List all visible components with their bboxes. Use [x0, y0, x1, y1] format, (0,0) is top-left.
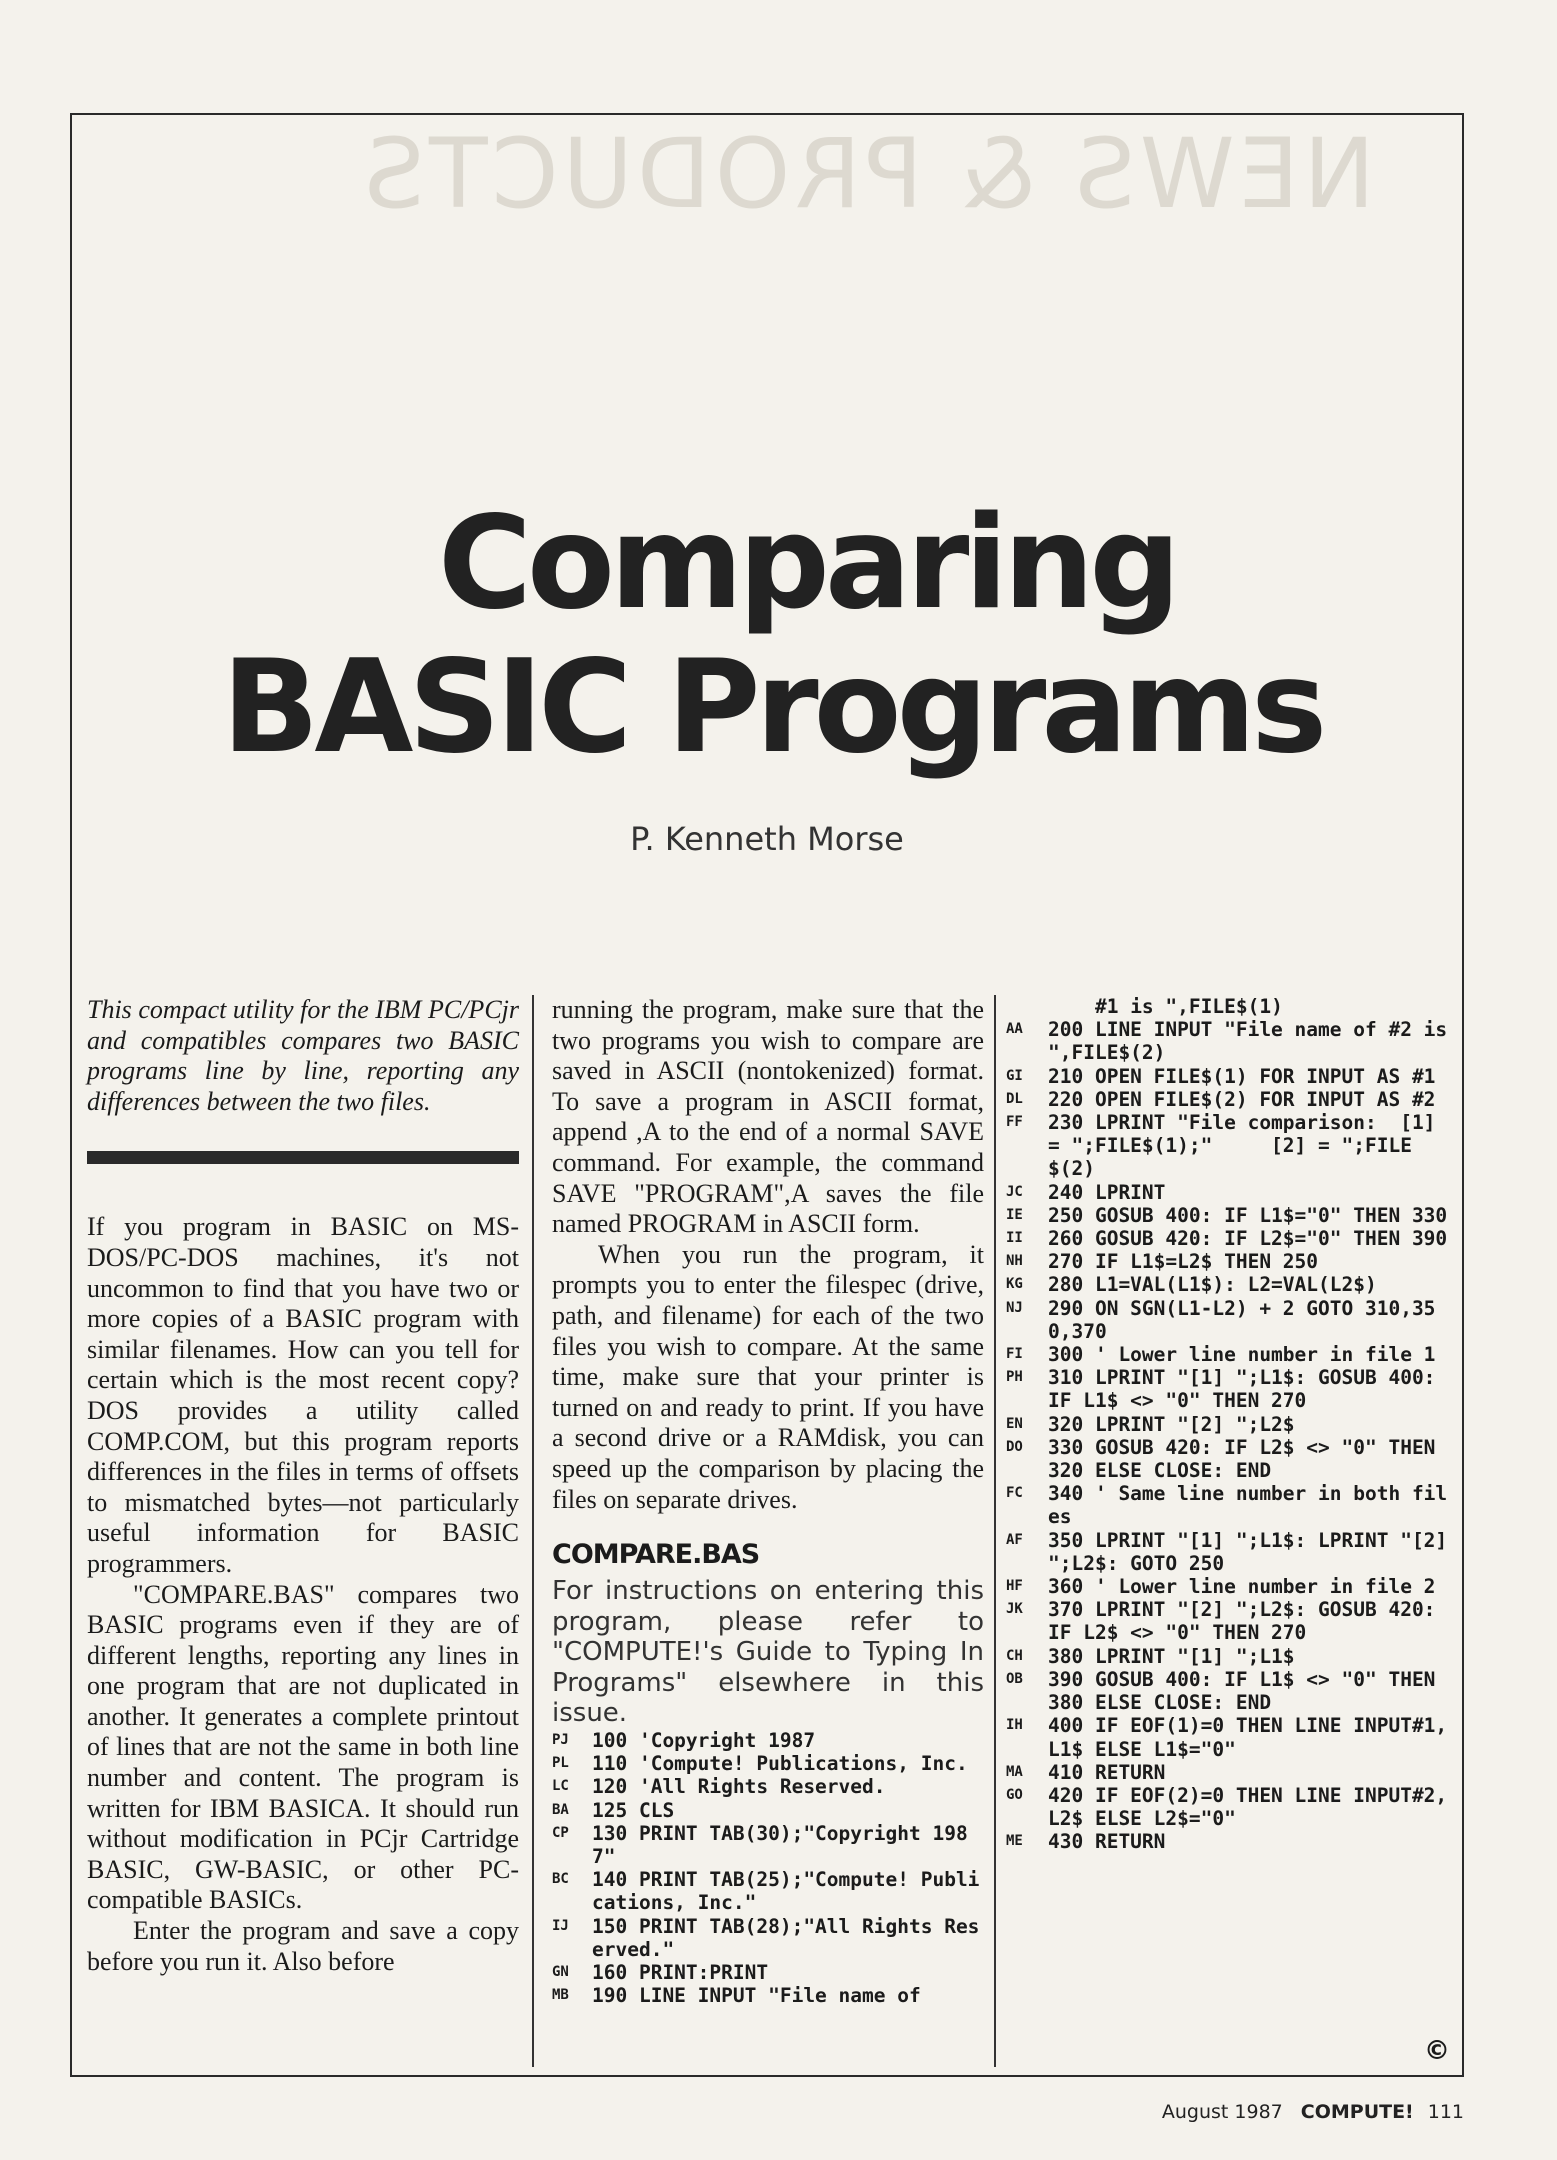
code-text: 280 L1=VAL(L1$): L2=VAL(L2$) [1048, 1273, 1377, 1297]
code-line [1006, 1366, 1450, 1412]
code-text: 210 OPEN FILE$(1) FOR INPUT AS #1 [1048, 1064, 1436, 1088]
code-text: 200 LINE INPUT "File name of #2 is ",FILE$(2) [1048, 1018, 1459, 1065]
checksum: PL [552, 1755, 569, 1772]
checksum: GI [1006, 1067, 1023, 1084]
body-paragraph: "COMPARE.BAS" compares two BASIC programs even if they are of different lengths, reporting any lines in one program that are not duplicated in another. It generates a complete printout of lines that are not the same in both line number and content. The program is written for IBM BASICA. It should run without modification in PCjr Cartridge BASIC, GW-BASIC, or other PC-compatible BASICs. [87, 1579, 519, 1915]
checksum: JK [1006, 1601, 1023, 1618]
code-line [1006, 1273, 1450, 1296]
code-text: 350 LPRINT "[1] ";L1$: LPRINT "[2] ";L2$: GOTO 250 [1048, 1528, 1459, 1575]
code-line [1006, 1250, 1450, 1273]
checksum: IH [1006, 1717, 1023, 1734]
checksum [1006, 995, 1048, 1018]
checksum: MA [1006, 1763, 1023, 1780]
checksum: FF [1006, 1114, 1023, 1131]
code-text: 360 ' Lower line number in file 2 [1048, 1575, 1436, 1599]
code-text: 310 LPRINT "[1] ";L1$: GOSUB 400: IF L1$ <> "0" THEN 270 [1048, 1366, 1448, 1413]
checksum: BC [552, 1871, 569, 1888]
code-text: 260 GOSUB 420: IF L2$="0" THEN 390 [1048, 1227, 1448, 1251]
code-text: 420 IF EOF(2)=0 THEN LINE INPUT#2,L2$ ELSE L2$="0" [1048, 1783, 1448, 1831]
code-line [1006, 1598, 1450, 1644]
code-line [552, 1915, 984, 1961]
code-line [1006, 1065, 1450, 1088]
checksum: PH [1006, 1369, 1023, 1386]
code-line [552, 1868, 984, 1914]
code-line [1006, 1181, 1450, 1204]
code-text: 400 IF EOF(1)=0 THEN LINE INPUT#1,L1$ ELSE L1$="0" [1048, 1714, 1448, 1761]
magazine-name: COMPUTE! [1300, 2101, 1414, 2123]
code-line [1006, 1761, 1450, 1784]
code-line [1006, 995, 1450, 1018]
code-text: 140 PRINT TAB(25);"Compute! Publications, Inc." [592, 1868, 980, 1915]
intro-deck: This compact utility for the IBM PC/PCjr and compatibles compares two BASIC programs line by line, reporting any differences between the two files. [87, 995, 519, 1116]
code-text: 120 'All Rights Reserved. [592, 1775, 886, 1799]
program-listing [552, 1729, 984, 2007]
code-line [1006, 1413, 1450, 1436]
code-text: 160 PRINT:PRINT [592, 1961, 769, 1985]
code-text: 270 IF L1$=L2$ THEN 250 [1048, 1250, 1319, 1274]
checksum: OB [1006, 1670, 1023, 1687]
checksum: FC [1006, 1485, 1023, 1502]
checksum: FI [1006, 1346, 1023, 1363]
issue-date: August 1987 [1161, 2101, 1283, 2123]
checksum: IJ [552, 1917, 569, 1934]
checksum: NH [1006, 1253, 1023, 1270]
code-text: 330 GOSUB 420: IF L2$ <> "0" THEN 320 ELSE CLOSE: END [1048, 1435, 1448, 1483]
checksum: GN [552, 1964, 569, 1981]
bleed-through-heading: NEWS & PRODUCTS [360, 118, 1376, 230]
checksum: LC [552, 1778, 569, 1795]
code-line [552, 1775, 984, 1798]
checksum: JC [1006, 1183, 1023, 1200]
code-text: 320 LPRINT "[2] ";L2$ [1048, 1412, 1295, 1436]
code-text: 130 PRINT TAB(30);"Copyright 1987" [592, 1821, 968, 1869]
code-line [552, 1822, 984, 1868]
column-1 [87, 995, 519, 1977]
code-text: 290 ON SGN(L1-L2) + 2 GOTO 310,350,370 [1048, 1296, 1436, 1343]
code-line [1006, 1482, 1450, 1528]
checksum: ME [1006, 1833, 1023, 1850]
code-line [1006, 1297, 1450, 1343]
code-text: #1 is ",FILE$(1) [1048, 995, 1283, 1018]
checksum: HF [1006, 1578, 1023, 1595]
code-line [552, 1799, 984, 1822]
column-divider [532, 995, 534, 2067]
code-line [1006, 1343, 1450, 1366]
code-text: 340 ' Same line number in both files [1048, 1482, 1448, 1529]
checksum: II [1006, 1230, 1023, 1247]
body-paragraph: When you run the program, it prompts you to enter the filespec (drive, path, and filename) for each of the two files you wish to compare. At the same time, make sure that your printer is turned on and ready to print. If you have a second drive or a RAMdisk, you can speed up the comparison by placing the files on separate drives. [552, 1239, 984, 1514]
column-2 [552, 995, 984, 2008]
code-line [1006, 1088, 1450, 1111]
code-text: 410 RETURN [1048, 1760, 1166, 1784]
checksum: DL [1006, 1090, 1023, 1107]
page-footer [1162, 2101, 1464, 2123]
code-line [1006, 1784, 1450, 1830]
code-line [552, 1752, 984, 1775]
checksum: KG [1006, 1276, 1023, 1293]
code-line [552, 1961, 984, 1984]
code-line [1006, 1668, 1450, 1714]
byline: P. Kenneth Morse [630, 820, 904, 858]
body-paragraph: Enter the program and save a copy before you run it. Also before [87, 1916, 519, 1976]
code-text: 100 'Copyright 1987 [592, 1729, 816, 1753]
code-text: 370 LPRINT "[2] ";L2$: GOSUB 420: IF L2$ <> "0" THEN 270 [1048, 1598, 1448, 1645]
title-line-2: BASIC Programs [221, 633, 1323, 782]
code-text: 220 OPEN FILE$(2) FOR INPUT AS #2 [1048, 1087, 1436, 1111]
code-line [1006, 1111, 1450, 1181]
code-text: 380 LPRINT "[1] ";L1$ [1048, 1644, 1295, 1668]
checksum: MB [552, 1987, 569, 2004]
code-text: 390 GOSUB 400: IF L1$ <> "0" THEN 380 ELSE CLOSE: END [1048, 1667, 1448, 1715]
body-paragraph: If you program in BASIC on MS-DOS/PC-DOS machines, it's not uncommon to find that you have two or more copies of a BASIC program with similar filenames. How can you tell for certain which is the most recent copy? DOS provides a utility called COMP.COM, but this program reports differences in the files in terms of offsets to mismatched bytes—not particularly useful information for BASIC programmers. [87, 1212, 519, 1578]
code-line [1006, 1018, 1459, 1065]
code-text: 110 'Compute! Publications, Inc. [592, 1752, 968, 1776]
listing-instructions: For instructions on entering this program, please refer to "COMPUTE!'s Guide to Typing In Programs" elsewhere in this issue. [552, 1576, 984, 1729]
program-listing-continued [1006, 995, 1459, 2066]
checksum: IE [1006, 1206, 1023, 1223]
checksum: DO [1006, 1438, 1023, 1455]
checksum: EN [1006, 1415, 1023, 1432]
code-line [552, 1984, 984, 2007]
body-paragraph: running the program, make sure that the two programs you wish to compare are saved in ASCII (nontokenized) format. To save a program in ASCII format, append ,A to the end of a normal SAVE command. For example, the command SAVE "PROGRAM",A saves the file named PROGRAM in ASCII form. [552, 995, 984, 1239]
checksum: AF [1006, 1531, 1023, 1548]
code-text: 150 PRINT TAB(28);"All Rights Reserved." [592, 1914, 980, 1961]
page-number: 111 [1427, 2101, 1464, 2123]
code-text: 125 CLS [592, 1798, 675, 1822]
checksum: AA [1006, 1021, 1023, 1038]
code-line [1006, 1645, 1450, 1668]
title-line-1: Comparing [438, 489, 1176, 638]
checksum: GO [1006, 1786, 1023, 1803]
code-text: 300 ' Lower line number in file 1 [1048, 1343, 1436, 1367]
code-line [1006, 1575, 1450, 1598]
copyright-icon: © [1424, 2035, 1450, 2066]
checksum: NJ [1006, 1299, 1023, 1316]
code-text: 230 LPRINT "File comparison: [1] = ";FILE$(1);" [2] = ";FILE$(2) [1048, 1111, 1448, 1181]
code-line [1006, 1204, 1450, 1227]
column-divider [994, 995, 996, 2067]
checksum: CP [552, 1824, 569, 1841]
checksum: CH [1006, 1647, 1023, 1664]
separator-bar [87, 1151, 519, 1164]
code-line [552, 1729, 984, 1752]
article-title [72, 489, 1462, 782]
code-line [1006, 1528, 1459, 1575]
listing-title: COMPARE.BAS [552, 1539, 760, 1571]
code-text: 190 LINE INPUT "File name of [592, 1984, 921, 2008]
checksum: PJ [552, 1732, 569, 1749]
checksum: BA [552, 1801, 569, 1818]
code-line [1006, 1714, 1450, 1760]
code-text: 250 GOSUB 400: IF L1$="0" THEN 330 [1048, 1203, 1448, 1227]
code-line [1006, 1436, 1450, 1482]
code-line [1006, 1830, 1450, 1853]
code-line [1006, 1227, 1450, 1250]
code-text: 430 RETURN [1048, 1830, 1166, 1854]
code-text: 240 LPRINT [1048, 1180, 1166, 1204]
